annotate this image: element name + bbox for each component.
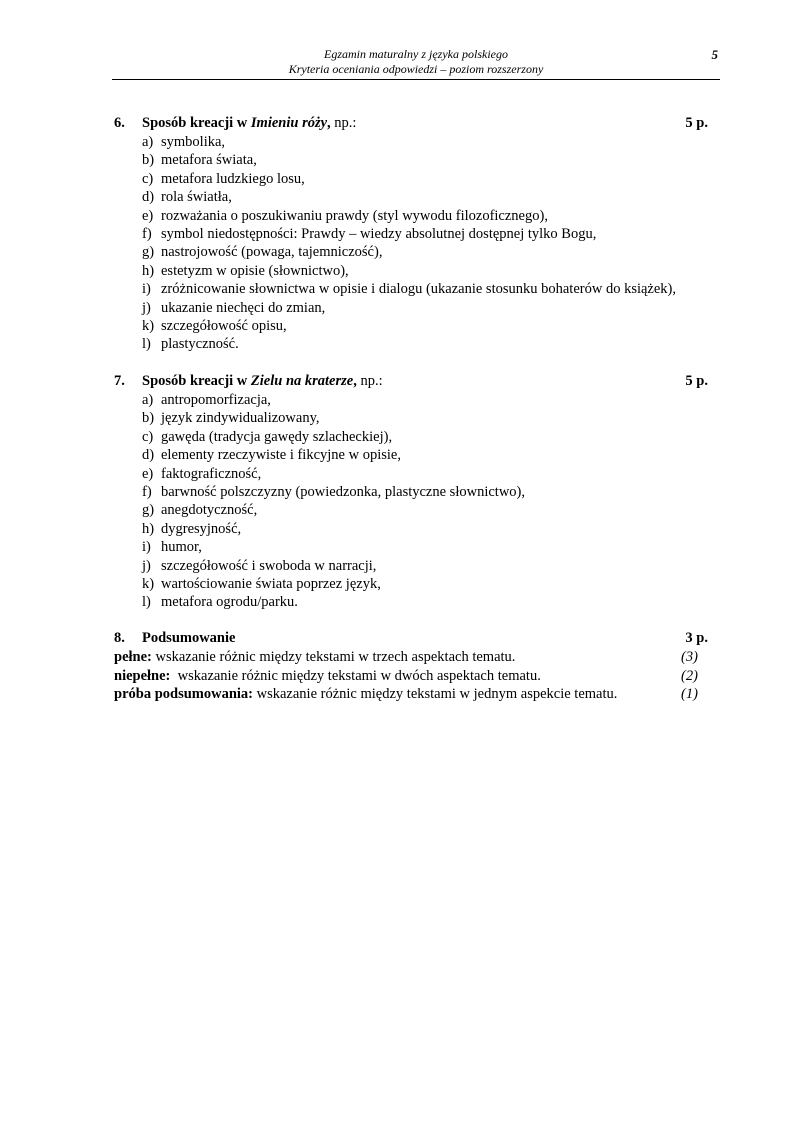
- list-item: [114, 520, 708, 538]
- item-text: faktograficzność,: [161, 465, 262, 482]
- item-text: szczegółowość i swoboda w narracji,: [161, 557, 377, 574]
- title-suffix: , np.:: [353, 373, 383, 389]
- list-item: [114, 207, 708, 225]
- item-text: metafora ogrodu/parku.: [161, 594, 298, 611]
- item-letter: g): [142, 244, 155, 261]
- item-text: gawęda (tradycja gawędy szlacheckiej),: [161, 428, 393, 445]
- criterion-7-items: [114, 391, 708, 612]
- list-item: [114, 575, 708, 593]
- criterion-8: [114, 629, 708, 704]
- item-text: rozważania o poszukiwaniu prawdy (styl wywodu filozoficznego),: [161, 207, 548, 224]
- criterion-title: Podsumowanie: [142, 630, 236, 646]
- item-text: zróżnicowanie słownictwa w opisie i dialogu (ukazanie stosunku bohaterów do książek),: [161, 281, 677, 298]
- title-suffix: , np.:: [327, 115, 357, 131]
- item-letter: j): [142, 557, 151, 574]
- criterion-number: 8.: [114, 630, 125, 646]
- criterion-points: 5 p.: [685, 373, 708, 389]
- list-item: [114, 188, 708, 206]
- item-letter: k): [142, 575, 155, 592]
- item-text: elementy rzeczywiste i fikcyjne w opisie,: [161, 447, 401, 464]
- item-letter: d): [142, 189, 155, 206]
- list-item: [114, 428, 708, 446]
- list-item: [114, 335, 708, 353]
- item-letter: a): [142, 134, 154, 150]
- item-text: wartościowanie świata poprzez język,: [161, 575, 381, 592]
- criterion-points: 3 p.: [685, 630, 708, 646]
- item-text: nastrojowość (powaga, tajemniczość),: [161, 244, 383, 261]
- item-letter: l): [142, 336, 151, 353]
- criterion-points: 5 p.: [685, 115, 708, 131]
- list-item: [114, 262, 708, 280]
- summary-text: wskazanie różnic między tekstami w trzech aspektach tematu.: [151, 649, 516, 665]
- list-item: [114, 446, 708, 464]
- item-text: plastyczność.: [161, 336, 239, 353]
- list-item: [114, 593, 708, 611]
- title-prefix: Sposób kreacji w: [142, 115, 251, 131]
- item-letter: b): [142, 410, 155, 427]
- item-letter: c): [142, 170, 154, 187]
- item-letter: i): [142, 281, 151, 298]
- item-letter: h): [142, 262, 155, 279]
- criterion-title: [142, 114, 356, 133]
- item-text: rola światła,: [161, 189, 232, 206]
- item-letter: j): [142, 299, 151, 316]
- header-divider: [112, 79, 720, 80]
- list-item: [114, 280, 708, 298]
- page-number: 5: [711, 47, 718, 62]
- item-text: metafora świata,: [161, 152, 257, 169]
- summary-text: wskazanie różnic między tekstami w jednym aspekcie tematu.: [253, 686, 618, 702]
- item-text: język zindywidualizowany,: [161, 410, 320, 427]
- title-prefix: Sposób kreacji w: [142, 373, 251, 389]
- item-letter: c): [142, 428, 154, 445]
- item-text: symbol niedostępności: Prawdy – wiedzy absolutnej dostępnej tylko Bogu,: [161, 225, 597, 242]
- criterion-number: 7.: [114, 373, 125, 389]
- list-item: [114, 409, 708, 427]
- item-text: szczegółowość opisu,: [161, 317, 287, 334]
- summary-text: wskazanie różnic między tekstami w dwóch aspektach tematu.: [170, 667, 541, 684]
- summary-row: [114, 685, 708, 704]
- item-text: antropomorfizacja,: [161, 392, 271, 408]
- item-text: dygresyjność,: [161, 520, 242, 537]
- item-text: symbolika,: [161, 134, 226, 150]
- list-item: [114, 557, 708, 575]
- criterion-6-heading: [114, 114, 708, 133]
- summary-scoring: [114, 648, 708, 704]
- criterion-title: [142, 372, 383, 391]
- item-letter: g): [142, 502, 155, 519]
- item-letter: l): [142, 594, 151, 611]
- summary-score: (3): [681, 649, 698, 665]
- list-item: [114, 483, 708, 501]
- list-item: [114, 465, 708, 483]
- item-text: barwność polszczyzny (powiedzonka, plastyczne słownictwo),: [161, 483, 525, 500]
- list-item: [114, 317, 708, 335]
- item-letter: f): [142, 225, 152, 242]
- item-letter: f): [142, 483, 152, 500]
- summary-row: [114, 648, 708, 667]
- criterion-6-items: [114, 133, 708, 354]
- summary-score: (1): [681, 686, 698, 702]
- list-item: [114, 170, 708, 188]
- header-subtitle: Kryteria oceniania odpowiedzi – poziom rozszerzony: [288, 62, 544, 76]
- item-letter: h): [142, 520, 155, 537]
- item-text: ukazanie niechęci do zmian,: [161, 299, 326, 316]
- list-item: [114, 151, 708, 169]
- item-text: metafora ludzkiego losu,: [161, 170, 305, 187]
- item-text: anegdotyczność,: [161, 502, 258, 519]
- page-header: [112, 47, 720, 77]
- list-item: [114, 538, 708, 556]
- summary-score: (2): [681, 667, 698, 684]
- summary-label: próba podsumowania:: [114, 686, 253, 702]
- item-letter: d): [142, 447, 155, 464]
- list-item: [114, 299, 708, 317]
- item-letter: e): [142, 207, 154, 224]
- list-item: [114, 501, 708, 519]
- criterion-8-heading: [114, 629, 708, 648]
- list-item: [114, 225, 708, 243]
- list-item: [114, 243, 708, 261]
- item-letter: k): [142, 317, 155, 334]
- criterion-6: [114, 114, 708, 354]
- item-letter: b): [142, 152, 155, 169]
- item-letter: e): [142, 465, 154, 482]
- item-letter: i): [142, 539, 151, 556]
- item-text: humor,: [161, 539, 202, 556]
- criterion-number: 6.: [114, 115, 125, 131]
- criterion-7: [114, 372, 708, 612]
- item-letter: a): [142, 392, 154, 408]
- summary-label: niepełne:: [114, 667, 171, 684]
- criterion-7-heading: [114, 372, 708, 391]
- list-item: [114, 133, 708, 151]
- list-item: [114, 391, 708, 409]
- item-text: estetyzm w opisie (słownictwo),: [161, 262, 349, 279]
- title-work: Zielu na kraterze: [250, 373, 354, 389]
- summary-row: [114, 667, 708, 686]
- header-exam-title: Egzamin maturalny z języka polskiego: [324, 47, 508, 61]
- title-work: Imieniu róży: [250, 115, 328, 131]
- summary-label: pełne:: [114, 649, 152, 665]
